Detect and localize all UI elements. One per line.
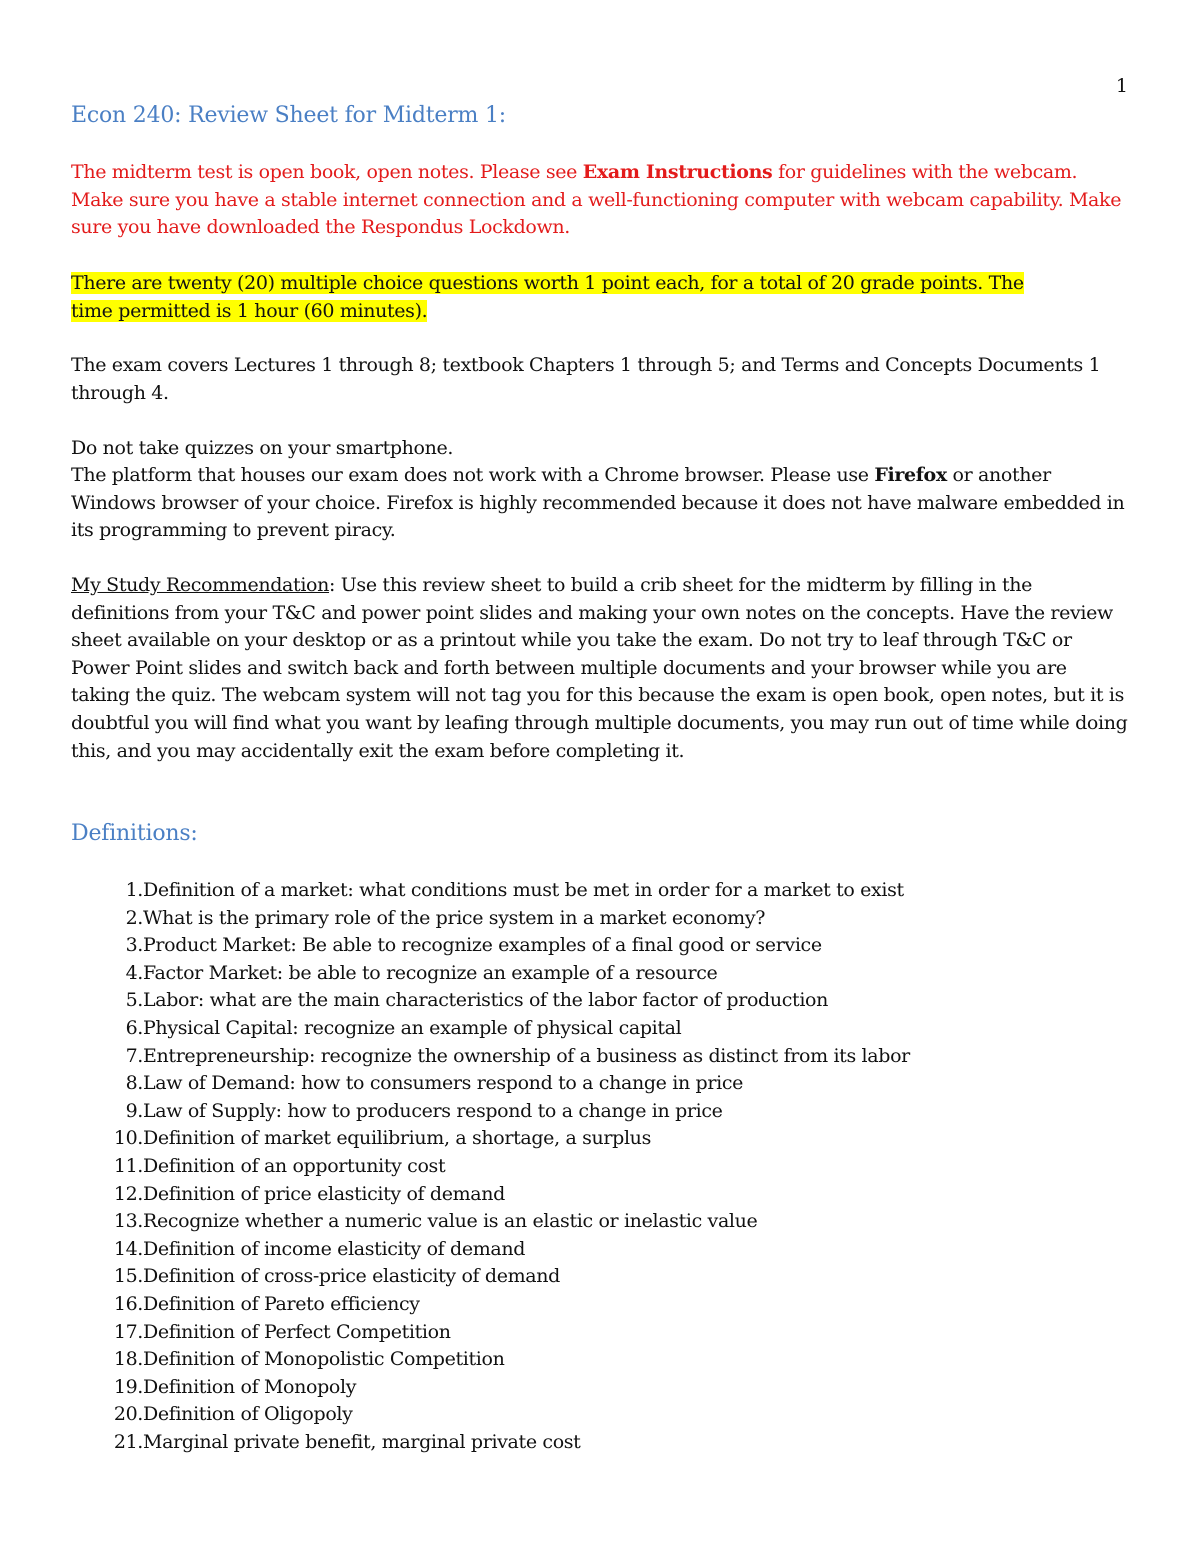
item-number: 7. [125, 1044, 143, 1067]
list-item [71, 1043, 1131, 1071]
list-item [71, 905, 1131, 933]
item-text: Definition of a market: what conditions must be met in order for a market to exist [143, 879, 904, 901]
item-text: What is the primary role of the price system in a market economy? [143, 906, 766, 929]
item-text: Definition of market equilibrium, a shortage, a surplus [143, 1127, 651, 1150]
item-text: Law of Supply: how to producers respond to a change in price [143, 1099, 723, 1122]
recommendation-paragraph [71, 572, 1131, 765]
list-item [71, 1401, 1131, 1429]
item-number: 11. [113, 1154, 143, 1177]
list-item [71, 1319, 1131, 1347]
document-title: Econ 240: Review Sheet for Midterm 1: [71, 103, 506, 128]
list-item [71, 1236, 1131, 1264]
list-item [71, 960, 1131, 988]
item-number: 6. [125, 1016, 143, 1039]
list-item [71, 987, 1131, 1015]
item-text: Definition of Pareto efficiency [143, 1292, 420, 1315]
list-item [71, 1153, 1131, 1181]
item-number: 12. [113, 1182, 143, 1205]
item-number: 19. [113, 1375, 143, 1398]
intro-text-1: The midterm test is open book, open notes. Please see [71, 161, 583, 183]
item-number: 10. [113, 1127, 143, 1150]
list-item [71, 1181, 1131, 1209]
item-number: 4. [125, 961, 143, 984]
item-number: 13. [113, 1210, 143, 1233]
item-text: Product Market: Be able to recognize examples of a final good or service [143, 934, 822, 957]
item-number: 9. [125, 1099, 143, 1122]
list-item [71, 1374, 1131, 1402]
browser-paragraph [71, 462, 1131, 545]
item-text: Factor Market: be able to recognize an example of a resource [143, 961, 718, 984]
intro-paragraph [71, 159, 1131, 242]
item-text: Definition of income elasticity of demand [143, 1237, 526, 1260]
item-number: 8. [125, 1072, 143, 1095]
highlight-line-1: There are twenty (20) multiple choice questions worth 1 point each, for a total of 20 grade points. The [71, 272, 1024, 294]
item-text: Definition of price elasticity of demand [143, 1182, 505, 1205]
list-item [71, 1291, 1131, 1319]
list-item [71, 1346, 1131, 1374]
item-text: Law of Demand: how to consumers respond to a change in price [143, 1072, 743, 1095]
browser-text-1: The platform that houses our exam does not work with a Chrome browser. Please use [71, 464, 875, 486]
item-number: 21. [113, 1430, 143, 1453]
exam-instructions-ref: Exam Instructions [582, 161, 773, 183]
intro-text-2: for guidelines with the webcam. Make sure you have a stable internet connection and a well-functioning computer with webcam capability. Make sure you have downloaded the Respondus Lockdown. [71, 161, 1122, 239]
list-item [71, 1098, 1131, 1126]
item-text: Definition of Monopolistic Competition [143, 1348, 505, 1371]
item-number: 3. [125, 934, 143, 957]
page-number: 1 [1115, 75, 1128, 97]
definitions-list [71, 877, 1131, 1456]
coverage-paragraph: The exam covers Lectures 1 through 8; textbook Chapters 1 through 5; and Terms and Concepts Documents 1 through 4. [71, 354, 1101, 404]
highlighted-paragraph [71, 270, 1131, 325]
item-number: 18. [113, 1348, 143, 1371]
list-item [71, 932, 1131, 960]
item-text: Definition of Monopoly [143, 1375, 357, 1398]
list-item [71, 1125, 1131, 1153]
list-item [71, 1015, 1131, 1043]
item-text: Entrepreneurship: recognize the ownership of a business as distinct from its labor [143, 1044, 910, 1067]
item-text: Labor: what are the main characteristics of the labor factor of production [143, 989, 829, 1012]
recommendation-label: My Study Recommendation [71, 574, 330, 596]
list-item [71, 1208, 1131, 1236]
item-number: 2. [125, 906, 143, 929]
item-number: 14. [113, 1237, 143, 1260]
item-text: Definition of cross-price elasticity of demand [143, 1265, 560, 1288]
item-number: 15. [113, 1265, 143, 1288]
list-item [71, 1429, 1131, 1457]
item-number: 1. [125, 879, 143, 901]
item-number: 16. [113, 1292, 143, 1315]
list-item [71, 1263, 1131, 1291]
item-text: Marginal private benefit, marginal private cost [143, 1430, 581, 1453]
item-number: 5. [125, 989, 143, 1012]
item-text: Definition of Perfect Competition [143, 1320, 451, 1343]
highlight-line-2: time permitted is 1 hour (60 minutes). [71, 299, 428, 322]
list-item [71, 877, 1131, 905]
item-text: Recognize whether a numeric value is an elastic or inelastic value [143, 1210, 758, 1233]
firefox-ref: Firefox [874, 464, 947, 486]
recommendation-text: : Use this review sheet to build a crib sheet for the midterm by filling in the definitions from your T&C and power point slides and making your own notes on the concepts. Have the review sheet available on your desktop or as a printout while you take the exam. Do not try to leaf through T&C or Power Point slides and switch back and forth between multiple documents and your browser while you are taking the quiz. The webcam system will not tag you for this because the exam is open book, open notes, but it is doubtful you will find what you want by leafing through multiple documents, you may run out of time while doing this, and you may accidentally exit the exam before completing it. [71, 574, 1128, 762]
browser-text-2: or another Windows browser of your choice. Firefox is highly recommended because it does not have malware embedded in its programming to prevent piracy. [71, 464, 1125, 542]
smartphone-line: Do not take quizzes on your smartphone. [71, 437, 454, 459]
item-number: 17. [113, 1320, 143, 1343]
item-text: Definition of Oligopoly [143, 1403, 353, 1426]
list-item [71, 1070, 1131, 1098]
definitions-heading: Definitions: [71, 821, 198, 846]
item-text: Definition of an opportunity cost [143, 1154, 446, 1177]
item-text: Physical Capital: recognize an example of physical capital [143, 1016, 682, 1039]
item-number: 20. [113, 1403, 143, 1426]
